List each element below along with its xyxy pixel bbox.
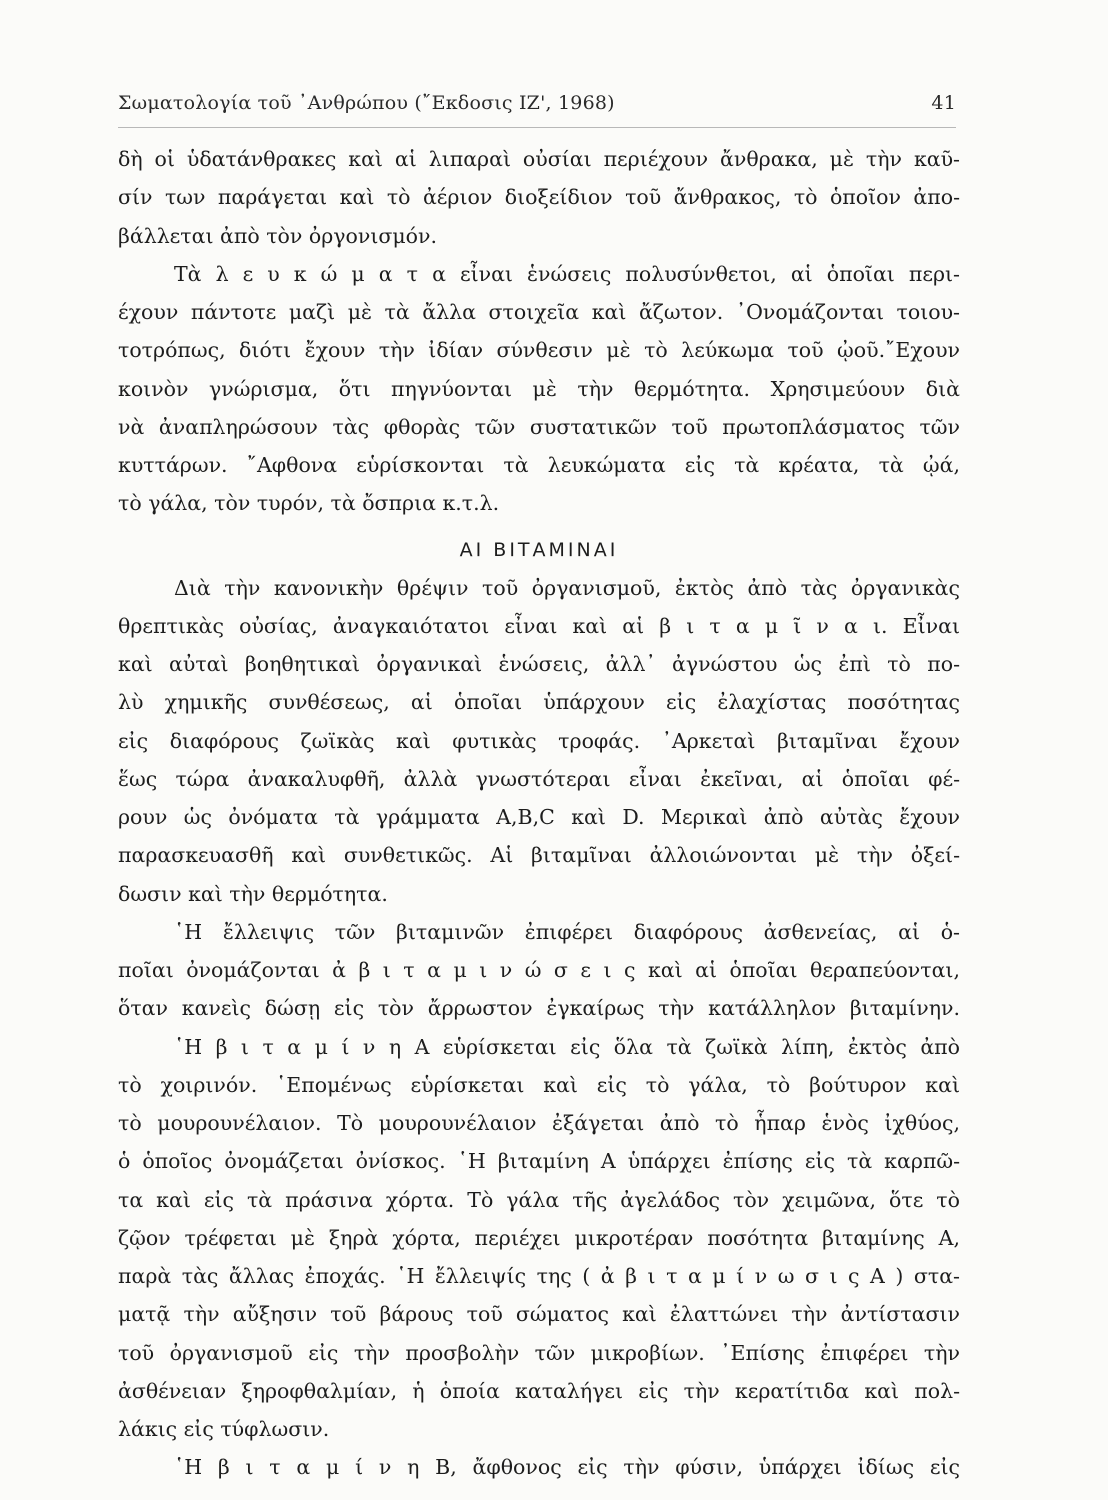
body-text <box>118 140 960 1487</box>
page-number: 41 <box>931 92 956 114</box>
text-line: δωσιν καὶ τὴν θερμότητα. <box>118 881 388 906</box>
text-line: ποῖαι ὀνομάζονται ἀ β ι τ α μ ι ν ώ σ ε ι ς καὶ αἱ ὁποῖαι θεραπεύονται, <box>118 958 960 982</box>
text-line: ἕως τώρα ἀνακαλυφθῆ, ἀλλὰ γνωστότεραι εἶναι ἐκεῖναι, αἱ ὁποῖαι φέ- <box>118 766 960 791</box>
text-line: τοτρόπως, διότι ἔχουν τὴν ἰδίαν σύνθεσιν μὲ τὸ λεύκωμα τοῦ ᾠοῦ.῎Εχουν <box>118 338 960 363</box>
text-line: ρουν ὡς ὀνόματα τὰ γράμματα A,B,C καὶ D. Μερικαὶ ἀπὸ αὐτὰς ἔχουν <box>118 805 960 829</box>
text-line: ζῷον τρέφεται μὲ ξηρὰ χόρτα, περιέχει μικροτέραν ποσότητα βιταμίνης Α, <box>118 1225 960 1250</box>
text-line: θρεπτικὰς οὐσίας, ἀναγκαιότατοι εἶναι καὶ αἱ β ι τ α μ ῖ ν α ι. Εἶναι <box>118 613 960 638</box>
text-line: Διὰ τὴν κανονικὴν θρέψιν τοῦ ὀργανισμοῦ, ἐκτὸς ἀπὸ τὰς ὀργανικὰς <box>174 575 960 600</box>
text-line: νὰ ἀναπληρώσουν τὰς φθορὰς τῶν συστατικῶν τοῦ πρωτοπλάσματος τῶν <box>118 414 960 439</box>
header-title: Σωματολογία τοῦ ᾿Ανθρώπου (῎Εκδοσις ΙΖ', 1968) <box>118 92 615 114</box>
text-line: σίν των παράγεται καὶ τὸ ἀέριον διοξείδιον τοῦ ἄνθρακος, τὸ ὁποῖον ἀπο- <box>118 185 960 210</box>
text-line: τὸ μουρουνέλαιον. Τὸ μουρουνέλαιον ἐξάγεται ἀπὸ τὸ ἧπαρ ἑνὸς ἰχθύος, <box>118 1111 960 1135</box>
text-line: έχουν πάντοτε μαζὶ μὲ τὰ ἄλλα στοιχεῖα καὶ ἄζωτον. ᾿Ονομάζονται τοιου- <box>118 300 960 324</box>
header-rule <box>118 127 956 128</box>
text-line: ματᾷ τὴν αὔξησιν τοῦ βάρους τοῦ σώματος καὶ ἐλαττώνει τὴν ἀντίστασιν <box>118 1302 960 1327</box>
text-line: τὸ γάλα, τὸν τυρόν, τὰ ὄσπρια κ.τ.λ. <box>118 491 500 516</box>
text-line: ῾Η β ι τ α μ ί ν η Α εὑρίσκεται εἰς ὅλα τὰ ζωϊκὰ λίπη, ἐκτὸς ἀπὸ <box>174 1034 960 1059</box>
text-line: λὺ χημικῆς συνθέσεως, αἱ ὁποῖαι ὑπάρχουν εἰς ἐλαχίστας ποσότητας <box>118 690 960 715</box>
text-line: ὁ ὁποῖος ὀνομάζεται ὀνίσκος. ῾Η βιταμίνη Α ὑπάρχει ἐπίσης εἰς τὰ καρπῶ- <box>118 1149 960 1174</box>
text-line: καὶ αὐταὶ βοηθητικαὶ ὀργανικαὶ ἑνώσεις, ἀλλ᾿ ἀγνώστου ὡς ἐπὶ τὸ πο- <box>118 652 960 676</box>
text-line: ῾Η β ι τ α μ ί ν η Β, ἄφθονος εἰς τὴν φύσιν, ὑπάρχει ἰδίως εἰς <box>174 1455 960 1480</box>
text-line: κυττάρων. ῎Αφθονα εὑρίσκονται τὰ λευκώματα εἰς τὰ κρέατα, τὰ ᾠά, <box>118 453 960 477</box>
text-line: Τὰ λ ε υ κ ώ μ α τ α εἶναι ἑνώσεις πολυσύνθετοι, αἱ ὁποῖαι περι- <box>174 261 960 286</box>
running-header <box>118 92 956 122</box>
text-line: δὴ οἱ ὑδατάνθρακες καὶ αἱ λιπαραὶ οὐσίαι περιέχουν ἄνθρακα, μὲ τὴν καῦ- <box>118 147 960 171</box>
text-line: ῾Η ἔλλειψις τῶν βιταμινῶν ἐπιφέρει διαφόρους ἀσθενείας, αἱ ὁ- <box>174 919 960 944</box>
text-line: ἀσθένειαν ξηροφθαλμίαν, ἡ ὁποία καταλήγει εἰς τὴν κερατίτιδα καὶ πολ- <box>118 1378 960 1403</box>
text-line: τα καὶ εἰς τὰ πράσινα χόρτα. Τὸ γάλα τῆς ἀγελάδος τὸν χειμῶνα, ὅτε τὸ <box>118 1187 960 1212</box>
section-heading: ΑΙ ΒΙΤΑΜΙΝΑΙ <box>459 538 619 561</box>
text-line: ὅταν κανεὶς δώσῃ εἰς τὸν ἄρρωστον ἐγκαίρως τὴν κατάλληλον βιταμίνην. <box>118 996 960 1021</box>
text-line: λάκις εἰς τύφλωσιν. <box>118 1417 330 1441</box>
text-line: εἰς διαφόρους ζωϊκὰς καὶ φυτικὰς τροφάς. ᾿Αρκεταὶ βιταμῖναι ἔχουν <box>118 728 960 753</box>
text-line: παρὰ τὰς ἄλλας ἐποχάς. ῾Η ἔλλειψίς της ( ἀ β ι τ α μ ί ν ω σ ι ς Α ) στα- <box>118 1264 960 1288</box>
text-line: τὸ χοιρινόν. ῾Επομένως εὑρίσκεται καὶ εἰς τὸ γάλα, τὸ βούτυρον καὶ <box>118 1072 960 1097</box>
text-line: βάλλεται ἀπὸ τὸν ὀργονισμόν. <box>118 223 438 248</box>
text-line: τοῦ ὀργανισμοῦ εἰς τὴν προσβολὴν τῶν μικροβίων. ᾿Επίσης ἐπιφέρει τὴν <box>118 1340 960 1365</box>
text-line: παρασκευασθῆ καὶ συνθετικῶς. Αἱ βιταμῖναι ἀλλοιώνονται μὲ τὴν ὀξεί- <box>118 843 960 868</box>
text-line: κοινὸν γνώρισμα, ὅτι πηγνύονται μὲ τὴν θερμότητα. Χρησιμεύουν διὰ <box>118 376 960 401</box>
